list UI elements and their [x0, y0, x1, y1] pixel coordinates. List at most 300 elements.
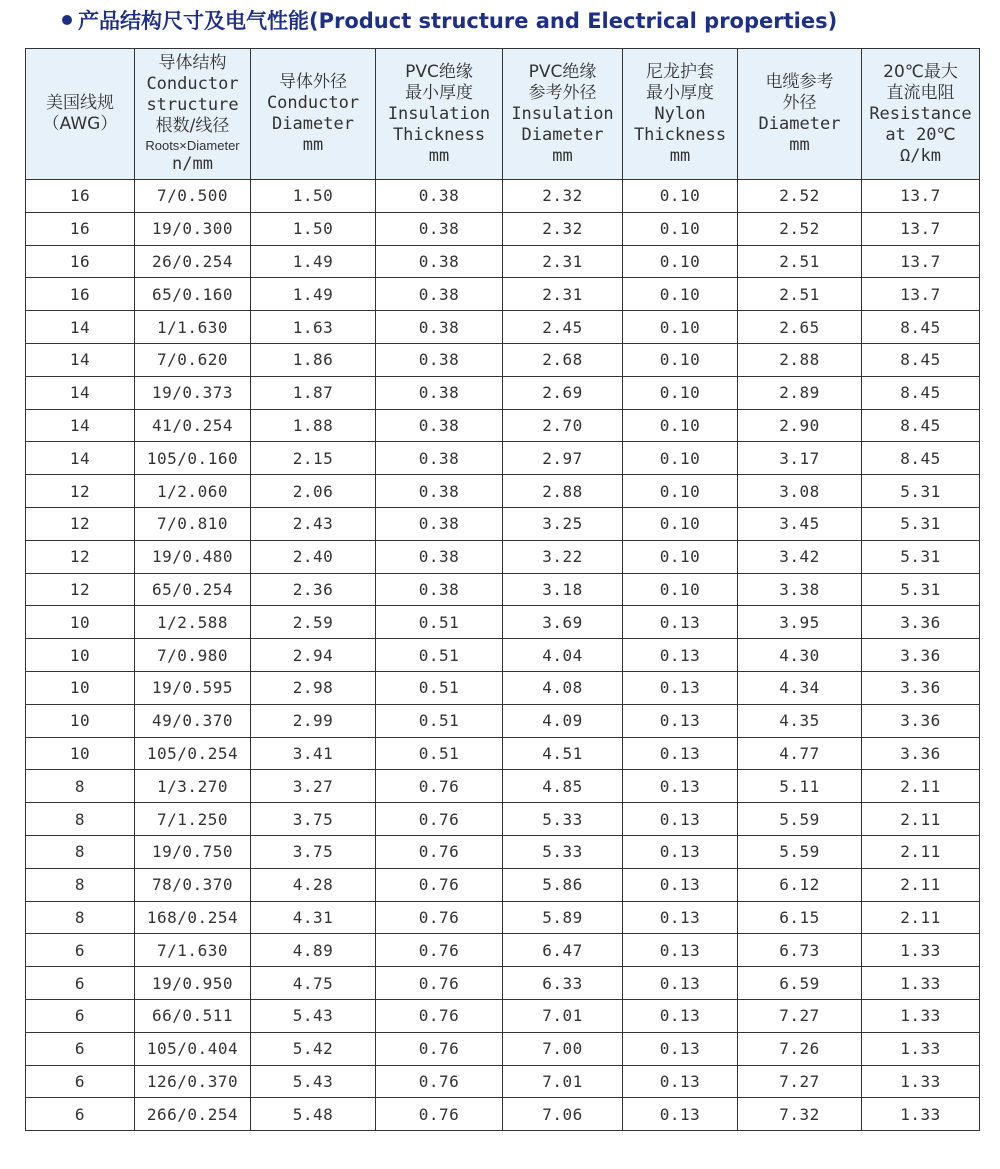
cell-conductor-structure: 78/0.370: [135, 868, 251, 901]
cell-conductor-diameter: 5.43: [251, 1065, 376, 1098]
cell-insulation-diameter: 2.45: [503, 311, 623, 344]
header-line: 导体外径: [279, 72, 347, 92]
cell-resistance: 5.31: [862, 573, 980, 606]
table-row: [26, 442, 980, 475]
cell-resistance: 3.36: [862, 639, 980, 672]
table-row: [26, 343, 980, 376]
cell-awg: 16: [26, 245, 135, 278]
header-line: 美国线规: [46, 93, 114, 113]
cell-insulation-thickness: 0.76: [376, 934, 503, 967]
cell-insulation-thickness: 0.76: [376, 868, 503, 901]
cell-conductor-structure: 49/0.370: [135, 704, 251, 737]
cell-nylon-thickness: 0.10: [623, 540, 738, 573]
header-line: structure: [146, 95, 239, 115]
cell-resistance: 2.11: [862, 803, 980, 836]
cell-insulation-diameter: 7.01: [503, 1065, 623, 1098]
table-row: [26, 245, 980, 278]
cell-awg: 6: [26, 1032, 135, 1065]
cell-insulation-thickness: 0.76: [376, 901, 503, 934]
cell-cable-diameter: 2.51: [738, 278, 862, 311]
cell-insulation-diameter: 2.32: [503, 212, 623, 245]
cell-resistance: 1.33: [862, 1065, 980, 1098]
cell-conductor-structure: 65/0.160: [135, 278, 251, 311]
header-line: 最小厚度: [646, 82, 714, 103]
cell-cable-diameter: 6.12: [738, 868, 862, 901]
cell-nylon-thickness: 0.13: [623, 1032, 738, 1065]
cell-awg: 6: [26, 934, 135, 967]
cell-resistance: 1.33: [862, 1032, 980, 1065]
cell-nylon-thickness: 0.10: [623, 343, 738, 376]
cell-resistance: 2.11: [862, 770, 980, 803]
cell-conductor-structure: 19/0.750: [135, 835, 251, 868]
header-line: Resistance: [869, 103, 972, 124]
cell-insulation-diameter: 3.22: [503, 540, 623, 573]
cell-nylon-thickness: 0.10: [623, 212, 738, 245]
cell-conductor-structure: 7/0.500: [135, 180, 251, 213]
cell-awg: 16: [26, 212, 135, 245]
cell-insulation-diameter: 2.69: [503, 376, 623, 409]
cell-awg: 6: [26, 999, 135, 1032]
cell-insulation-thickness: 0.76: [376, 999, 503, 1032]
cell-insulation-diameter: 2.88: [503, 475, 623, 508]
table-row: [26, 573, 980, 606]
cell-conductor-structure: 19/0.480: [135, 540, 251, 573]
cell-conductor-structure: 126/0.370: [135, 1065, 251, 1098]
cell-conductor-diameter: 2.59: [251, 606, 376, 639]
cell-insulation-diameter: 2.68: [503, 343, 623, 376]
cell-cable-diameter: 7.32: [738, 1098, 862, 1131]
cell-conductor-diameter: 3.75: [251, 803, 376, 836]
cell-cable-diameter: 2.90: [738, 409, 862, 442]
cell-nylon-thickness: 0.10: [623, 442, 738, 475]
cell-conductor-diameter: 2.06: [251, 475, 376, 508]
page-title-text: 产品结构尺寸及电气性能(Product structure and Electrical properties): [78, 9, 838, 33]
cell-awg: 10: [26, 671, 135, 704]
cell-awg: 12: [26, 540, 135, 573]
cell-insulation-diameter: 6.33: [503, 967, 623, 1000]
cell-conductor-structure: 65/0.254: [135, 573, 251, 606]
cell-cable-diameter: 3.45: [738, 507, 862, 540]
cell-resistance: 13.7: [862, 212, 980, 245]
cell-resistance: 5.31: [862, 475, 980, 508]
cell-conductor-structure: 105/0.404: [135, 1032, 251, 1065]
header-line: mm: [789, 135, 810, 155]
spec-table: [25, 48, 980, 1131]
cell-nylon-thickness: 0.13: [623, 901, 738, 934]
cell-insulation-thickness: 0.38: [376, 311, 503, 344]
header-resistance: [862, 49, 980, 180]
cell-nylon-thickness: 0.13: [623, 967, 738, 1000]
cell-insulation-thickness: 0.51: [376, 639, 503, 672]
cell-insulation-thickness: 0.51: [376, 606, 503, 639]
cell-resistance: 5.31: [862, 507, 980, 540]
cell-conductor-diameter: 4.75: [251, 967, 376, 1000]
cell-insulation-diameter: 4.08: [503, 671, 623, 704]
table-row: [26, 180, 980, 213]
cell-resistance: 5.31: [862, 540, 980, 573]
cell-cable-diameter: 2.65: [738, 311, 862, 344]
cell-insulation-thickness: 0.38: [376, 212, 503, 245]
cell-conductor-structure: 19/0.595: [135, 671, 251, 704]
cell-resistance: 13.7: [862, 278, 980, 311]
cell-nylon-thickness: 0.10: [623, 409, 738, 442]
page-title: [62, 4, 992, 38]
cell-resistance: 13.7: [862, 245, 980, 278]
table-row: [26, 278, 980, 311]
cell-insulation-thickness: 0.76: [376, 1032, 503, 1065]
cell-awg: 12: [26, 475, 135, 508]
table-row: [26, 311, 980, 344]
header-line: Thickness: [392, 124, 486, 145]
table-row: [26, 835, 980, 868]
cell-conductor-diameter: 1.49: [251, 278, 376, 311]
cell-cable-diameter: 3.95: [738, 606, 862, 639]
cell-conductor-structure: 26/0.254: [135, 245, 251, 278]
cell-insulation-diameter: 7.01: [503, 999, 623, 1032]
table-row: [26, 934, 980, 967]
table-row: [26, 671, 980, 704]
cell-awg: 16: [26, 278, 135, 311]
cell-conductor-diameter: 1.88: [251, 409, 376, 442]
table-row: [26, 704, 980, 737]
cell-conductor-structure: 1/2.588: [135, 606, 251, 639]
cell-nylon-thickness: 0.13: [623, 639, 738, 672]
cell-cable-diameter: 2.52: [738, 212, 862, 245]
cell-insulation-diameter: 6.47: [503, 934, 623, 967]
header-line: Nylon: [654, 103, 706, 124]
cell-resistance: 8.45: [862, 343, 980, 376]
cell-insulation-diameter: 2.31: [503, 278, 623, 311]
cell-insulation-thickness: 0.38: [376, 343, 503, 376]
cell-awg: 14: [26, 311, 135, 344]
cell-resistance: 1.33: [862, 934, 980, 967]
cell-nylon-thickness: 0.10: [623, 245, 738, 278]
cell-cable-diameter: 4.30: [738, 639, 862, 672]
header-line: PVC绝缘: [528, 61, 597, 82]
cell-insulation-thickness: 0.38: [376, 475, 503, 508]
cell-insulation-thickness: 0.76: [376, 967, 503, 1000]
table-row: [26, 376, 980, 409]
table-row: [26, 1032, 980, 1065]
table-row: [26, 901, 980, 934]
header-cable-diameter: [738, 49, 862, 180]
cell-awg: 12: [26, 507, 135, 540]
table-row: [26, 507, 980, 540]
cell-awg: 10: [26, 639, 135, 672]
cell-conductor-structure: 19/0.300: [135, 212, 251, 245]
cell-insulation-diameter: 5.89: [503, 901, 623, 934]
cell-resistance: 1.33: [862, 999, 980, 1032]
cell-insulation-diameter: 2.97: [503, 442, 623, 475]
cell-resistance: 8.45: [862, 376, 980, 409]
header-row: [26, 49, 980, 180]
cell-insulation-diameter: 3.25: [503, 507, 623, 540]
header-line: Diameter: [272, 114, 354, 134]
cell-cable-diameter: 3.42: [738, 540, 862, 573]
cell-insulation-thickness: 0.76: [376, 1065, 503, 1098]
header-line: Roots×Diameter: [145, 138, 240, 153]
cell-insulation-diameter: 4.51: [503, 737, 623, 770]
cell-conductor-diameter: 1.87: [251, 376, 376, 409]
cell-conductor-structure: 66/0.511: [135, 999, 251, 1032]
cell-insulation-thickness: 0.38: [376, 180, 503, 213]
table-row: [26, 409, 980, 442]
cell-cable-diameter: 7.26: [738, 1032, 862, 1065]
cell-resistance: 2.11: [862, 835, 980, 868]
cell-awg: 8: [26, 868, 135, 901]
cell-conductor-diameter: 5.48: [251, 1098, 376, 1131]
cell-conductor-structure: 41/0.254: [135, 409, 251, 442]
header-line: Ω/km: [900, 145, 941, 166]
header-line: Conductor: [146, 74, 239, 94]
cell-conductor-diameter: 4.28: [251, 868, 376, 901]
cell-insulation-diameter: 2.32: [503, 180, 623, 213]
table-row: [26, 868, 980, 901]
cell-nylon-thickness: 0.10: [623, 475, 738, 508]
cell-insulation-diameter: 7.06: [503, 1098, 623, 1131]
table-row: [26, 999, 980, 1032]
cell-nylon-thickness: 0.13: [623, 999, 738, 1032]
table-row: [26, 967, 980, 1000]
cell-conductor-diameter: 1.86: [251, 343, 376, 376]
cell-conductor-diameter: 4.89: [251, 934, 376, 967]
header-line: 最小厚度: [405, 82, 473, 103]
cell-insulation-diameter: 4.04: [503, 639, 623, 672]
cell-insulation-diameter: 5.33: [503, 803, 623, 836]
cell-awg: 6: [26, 1098, 135, 1131]
header-nylon-thickness: [623, 49, 738, 180]
cell-insulation-thickness: 0.38: [376, 409, 503, 442]
header-line: 参考外径: [528, 82, 597, 103]
cell-cable-diameter: 4.34: [738, 671, 862, 704]
cell-conductor-diameter: 1.49: [251, 245, 376, 278]
table-row: [26, 606, 980, 639]
cell-conductor-diameter: 2.36: [251, 573, 376, 606]
table-row: [26, 212, 980, 245]
table-row: [26, 639, 980, 672]
cell-awg: 12: [26, 573, 135, 606]
cell-conductor-diameter: 3.75: [251, 835, 376, 868]
cell-cable-diameter: 6.15: [738, 901, 862, 934]
cell-insulation-thickness: 0.76: [376, 835, 503, 868]
cell-resistance: 3.36: [862, 737, 980, 770]
header-line: mm: [302, 135, 324, 155]
cell-conductor-diameter: 3.41: [251, 737, 376, 770]
cell-insulation-thickness: 0.38: [376, 245, 503, 278]
cell-conductor-diameter: 2.40: [251, 540, 376, 573]
header-line: Thickness: [633, 124, 727, 145]
cell-nylon-thickness: 0.10: [623, 311, 738, 344]
cell-resistance: 2.11: [862, 868, 980, 901]
cell-conductor-diameter: 2.43: [251, 507, 376, 540]
cell-nylon-thickness: 0.13: [623, 704, 738, 737]
cell-cable-diameter: 6.59: [738, 967, 862, 1000]
cell-awg: 14: [26, 376, 135, 409]
table-body: [26, 180, 980, 1131]
cell-insulation-diameter: 5.86: [503, 868, 623, 901]
header-line: Diameter: [758, 114, 841, 134]
cell-resistance: 2.11: [862, 901, 980, 934]
cell-cable-diameter: 7.27: [738, 999, 862, 1032]
cell-insulation-diameter: 7.00: [503, 1032, 623, 1065]
table-row: [26, 803, 980, 836]
cell-conductor-diameter: 2.94: [251, 639, 376, 672]
header-line: （AWG）: [42, 114, 118, 134]
cell-cable-diameter: 3.38: [738, 573, 862, 606]
table-row: [26, 1098, 980, 1131]
header-conductor-diameter: [251, 49, 376, 180]
cell-nylon-thickness: 0.10: [623, 376, 738, 409]
cell-resistance: 8.45: [862, 409, 980, 442]
header-line: mm: [552, 145, 573, 166]
cell-insulation-thickness: 0.38: [376, 278, 503, 311]
cell-cable-diameter: 5.59: [738, 803, 862, 836]
cell-nylon-thickness: 0.10: [623, 278, 738, 311]
header-line: 根数/线径: [155, 116, 230, 136]
cell-insulation-diameter: 2.70: [503, 409, 623, 442]
cell-conductor-structure: 7/0.810: [135, 507, 251, 540]
cell-nylon-thickness: 0.13: [623, 868, 738, 901]
cell-nylon-thickness: 0.13: [623, 1065, 738, 1098]
header-awg: [26, 49, 135, 180]
cell-resistance: 8.45: [862, 442, 980, 475]
cell-insulation-thickness: 0.51: [376, 737, 503, 770]
cell-conductor-structure: 7/1.250: [135, 803, 251, 836]
cell-insulation-thickness: 0.51: [376, 671, 503, 704]
cell-conductor-diameter: 4.31: [251, 901, 376, 934]
cell-cable-diameter: 6.73: [738, 934, 862, 967]
cell-conductor-structure: 19/0.950: [135, 967, 251, 1000]
header-line: PVC绝缘: [405, 61, 473, 82]
cell-insulation-diameter: 5.33: [503, 835, 623, 868]
header-line: 电缆参考: [765, 72, 834, 92]
cell-insulation-thickness: 0.38: [376, 573, 503, 606]
cell-conductor-diameter: 1.50: [251, 212, 376, 245]
cell-resistance: 13.7: [862, 180, 980, 213]
cell-insulation-thickness: 0.38: [376, 540, 503, 573]
cell-conductor-structure: 105/0.160: [135, 442, 251, 475]
header-line: 导体结构: [158, 53, 227, 73]
cell-resistance: 3.36: [862, 671, 980, 704]
cell-insulation-diameter: 2.31: [503, 245, 623, 278]
cell-cable-diameter: 5.59: [738, 835, 862, 868]
cell-conductor-diameter: 5.42: [251, 1032, 376, 1065]
cell-awg: 6: [26, 967, 135, 1000]
header-line: 20℃最大: [883, 61, 958, 82]
cell-conductor-structure: 266/0.254: [135, 1098, 251, 1131]
table-row: [26, 770, 980, 803]
cell-awg: 8: [26, 901, 135, 934]
cell-awg: 14: [26, 409, 135, 442]
cell-insulation-thickness: 0.76: [376, 803, 503, 836]
table-row: [26, 475, 980, 508]
cell-insulation-thickness: 0.38: [376, 507, 503, 540]
cell-nylon-thickness: 0.13: [623, 770, 738, 803]
header-conductor-structure: [135, 49, 251, 180]
cell-awg: 8: [26, 803, 135, 836]
cell-resistance: 3.36: [862, 606, 980, 639]
cell-conductor-structure: 1/2.060: [135, 475, 251, 508]
cell-cable-diameter: 2.88: [738, 343, 862, 376]
cell-nylon-thickness: 0.10: [623, 573, 738, 606]
cell-conductor-structure: 1/1.630: [135, 311, 251, 344]
cell-cable-diameter: 4.35: [738, 704, 862, 737]
header-line: 外径: [782, 93, 817, 113]
cell-conductor-diameter: 5.43: [251, 999, 376, 1032]
cell-awg: 10: [26, 737, 135, 770]
cell-resistance: 1.33: [862, 1098, 980, 1131]
cell-conductor-structure: 1/3.270: [135, 770, 251, 803]
cell-conductor-diameter: 1.63: [251, 311, 376, 344]
cell-conductor-structure: 7/0.620: [135, 343, 251, 376]
cell-cable-diameter: 4.77: [738, 737, 862, 770]
cell-conductor-diameter: 2.98: [251, 671, 376, 704]
header-line: n/mm: [172, 154, 213, 174]
cell-conductor-structure: 7/1.630: [135, 934, 251, 967]
cell-nylon-thickness: 0.13: [623, 1098, 738, 1131]
table-row: [26, 1065, 980, 1098]
header-line: mm: [669, 145, 691, 166]
cell-conductor-diameter: 2.99: [251, 704, 376, 737]
cell-cable-diameter: 3.08: [738, 475, 862, 508]
header-line: Diameter: [521, 124, 604, 145]
header-line: 尼龙护套: [646, 61, 714, 82]
cell-resistance: 1.33: [862, 967, 980, 1000]
cell-insulation-thickness: 0.38: [376, 442, 503, 475]
header-line: mm: [428, 145, 450, 166]
cell-insulation-thickness: 0.51: [376, 704, 503, 737]
table-row: [26, 540, 980, 573]
header-insulation-diameter: [503, 49, 623, 180]
cell-insulation-thickness: 0.76: [376, 1098, 503, 1131]
cell-cable-diameter: 2.89: [738, 376, 862, 409]
cell-nylon-thickness: 0.13: [623, 803, 738, 836]
cell-awg: 14: [26, 442, 135, 475]
cell-awg: 16: [26, 180, 135, 213]
cell-nylon-thickness: 0.13: [623, 934, 738, 967]
cell-awg: 8: [26, 770, 135, 803]
cell-cable-diameter: 7.27: [738, 1065, 862, 1098]
header-line: at 20℃: [885, 124, 956, 145]
cell-awg: 8: [26, 835, 135, 868]
cell-cable-diameter: 2.51: [738, 245, 862, 278]
cell-nylon-thickness: 0.13: [623, 737, 738, 770]
header-line: Insulation: [511, 103, 614, 124]
table-row: [26, 737, 980, 770]
cell-insulation-diameter: 4.09: [503, 704, 623, 737]
cell-insulation-thickness: 0.38: [376, 376, 503, 409]
cell-conductor-diameter: 1.50: [251, 180, 376, 213]
header-line: 直流电阻: [886, 82, 955, 103]
cell-nylon-thickness: 0.13: [623, 671, 738, 704]
cell-awg: 6: [26, 1065, 135, 1098]
cell-awg: 14: [26, 343, 135, 376]
cell-conductor-diameter: 3.27: [251, 770, 376, 803]
cell-resistance: 8.45: [862, 311, 980, 344]
cell-resistance: 3.36: [862, 704, 980, 737]
header-line: Insulation: [387, 103, 491, 124]
cell-nylon-thickness: 0.13: [623, 835, 738, 868]
cell-conductor-structure: 19/0.373: [135, 376, 251, 409]
cell-nylon-thickness: 0.13: [623, 606, 738, 639]
cell-awg: 10: [26, 606, 135, 639]
cell-insulation-diameter: 3.69: [503, 606, 623, 639]
cell-conductor-structure: 105/0.254: [135, 737, 251, 770]
cell-cable-diameter: 2.52: [738, 180, 862, 213]
table-header: [26, 49, 980, 180]
cell-nylon-thickness: 0.10: [623, 180, 738, 213]
header-insulation-thickness: [376, 49, 503, 180]
